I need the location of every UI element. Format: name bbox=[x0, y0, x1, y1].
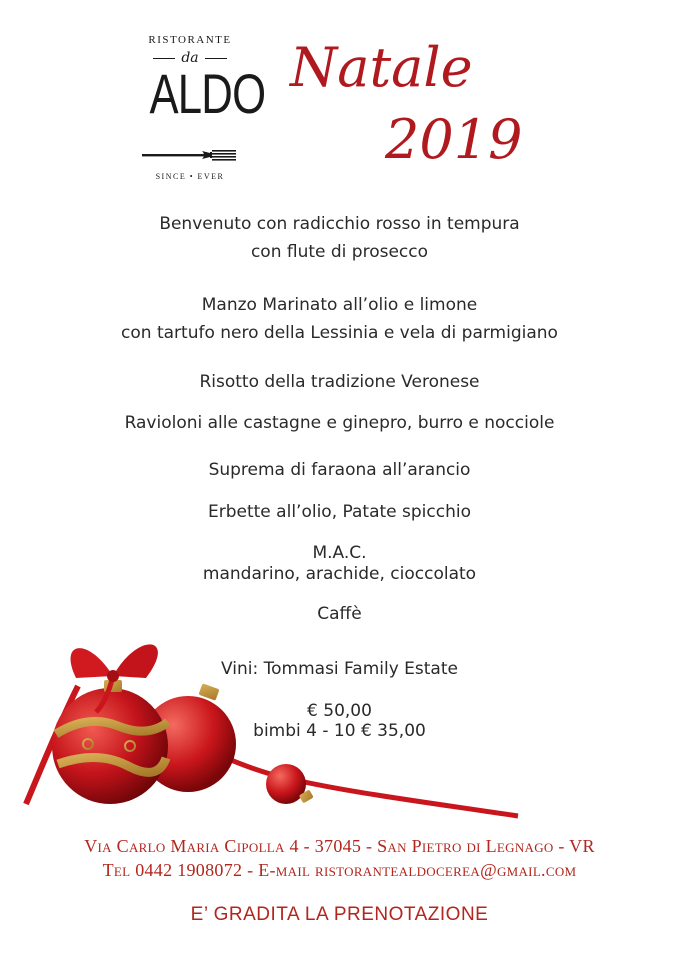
logo-name: ALDO bbox=[149, 62, 266, 125]
menu-line: con tartufo nero della Lessinia e vela di parmigiano bbox=[121, 323, 558, 343]
price-kids-line: bimbi 4 - 10 € 35,00 bbox=[253, 721, 426, 741]
price-line: € 50,00 bbox=[307, 701, 372, 721]
restaurant-logo bbox=[138, 30, 266, 190]
wine-line: Vini: Tommasi Family Estate bbox=[221, 659, 458, 679]
booking-note: E’ GRADITA LA PRENOTAZIONE bbox=[190, 904, 489, 925]
menu-line: con flute di prosecco bbox=[250, 242, 429, 262]
menu-line: Ravioloni alle castagne e ginepro, burro e nocciole bbox=[124, 413, 555, 433]
christmas-baubles-icon bbox=[18, 626, 538, 826]
menu-line: Erbette all’olio, Patate spicchio bbox=[208, 502, 471, 522]
menu-line: Suprema di faraona all’arancio bbox=[208, 460, 471, 480]
menu-line: Benvenuto con radicchio rosso in tempura bbox=[159, 214, 520, 234]
menu-line: mandarino, arachide, cioccolato bbox=[202, 564, 477, 584]
menu-line: Caffè bbox=[317, 604, 362, 624]
logo-da-text: da bbox=[138, 50, 242, 66]
fork-icon bbox=[142, 148, 238, 162]
contact-line: Tel 0442 1908072 - E-mail ristorantealdocerea@gmail.com bbox=[102, 860, 577, 880]
address-line: Via Carlo Maria Cipolla 4 - 37045 - San Pietro di Legnago - VR bbox=[84, 836, 595, 856]
menu-line: Manzo Marinato all’olio e limone bbox=[201, 295, 478, 315]
title-natale: Natale bbox=[290, 36, 473, 99]
logo-since-text: SINCE • EVER bbox=[155, 172, 225, 181]
logo-top-text: RISTORANTE bbox=[148, 34, 232, 46]
menu-line: Risotto della tradizione Veronese bbox=[199, 372, 480, 392]
menu-line: M.A.C. bbox=[312, 543, 367, 563]
title-year: 2019 bbox=[385, 108, 523, 171]
